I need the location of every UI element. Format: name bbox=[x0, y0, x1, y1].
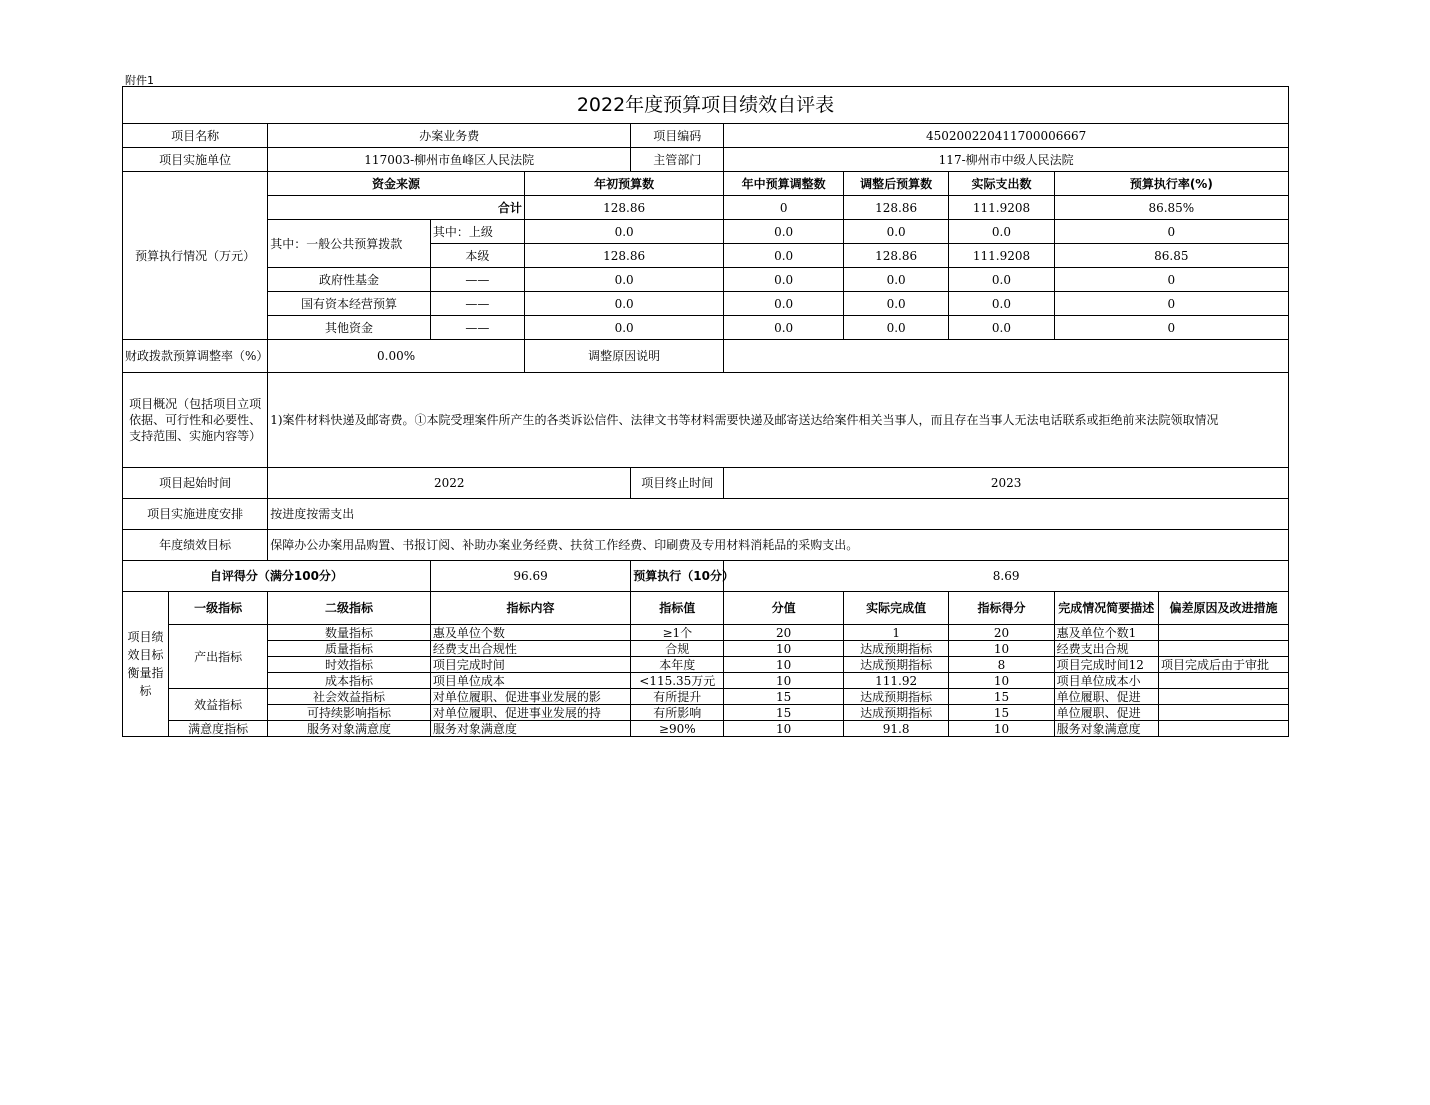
upper-adjusted: 0.0 bbox=[843, 220, 948, 244]
schedule-value: 按进度按需支出 bbox=[268, 499, 1289, 530]
indicator-header-l2: 二级指标 bbox=[268, 592, 431, 625]
indicator-desc: 惠及单位个数1 bbox=[1054, 625, 1158, 641]
indicator-target: 本年度 bbox=[631, 657, 724, 673]
indicator-score: 20 bbox=[949, 625, 1054, 641]
gov-fund-initial: 0.0 bbox=[524, 268, 723, 292]
indicator-actual: 达成预期指标 bbox=[843, 657, 948, 673]
indicator-desc: 项目单位成本小 bbox=[1054, 673, 1158, 689]
indicator-actual: 达成预期指标 bbox=[843, 689, 948, 705]
adjust-reason-value bbox=[724, 340, 1289, 373]
total-label: 合计 bbox=[268, 196, 525, 220]
total-exec-rate: 86.85% bbox=[1054, 196, 1288, 220]
indicator-weight: 10 bbox=[724, 721, 844, 737]
local-exec-rate: 86.85 bbox=[1054, 244, 1288, 268]
project-code-label: 项目编码 bbox=[631, 124, 724, 148]
indicator-actual: 达成预期指标 bbox=[843, 705, 948, 721]
indicator-reason bbox=[1158, 705, 1288, 721]
indicator-header-weight: 分值 bbox=[724, 592, 844, 625]
indicator-score: 10 bbox=[949, 721, 1054, 737]
indicator-reason bbox=[1158, 641, 1288, 657]
dept-value: 117-柳州市中级人民法院 bbox=[724, 148, 1289, 172]
project-name-label: 项目名称 bbox=[123, 124, 268, 148]
total-actual: 111.9208 bbox=[949, 196, 1054, 220]
upper-level-label: 其中：上级 bbox=[430, 220, 524, 244]
upper-mid-adjust: 0.0 bbox=[724, 220, 844, 244]
indicator-desc: 经费支出合规 bbox=[1054, 641, 1158, 657]
indicator-reason bbox=[1158, 721, 1288, 737]
local-adjusted: 128.86 bbox=[843, 244, 948, 268]
indicator-score: 15 bbox=[949, 689, 1054, 705]
indicator-reason bbox=[1158, 625, 1288, 641]
indicator-content: 项目完成时间 bbox=[430, 657, 630, 673]
state-capital-exec-rate: 0 bbox=[1054, 292, 1288, 316]
indicator-weight: 10 bbox=[724, 673, 844, 689]
gov-fund-mid-adjust: 0.0 bbox=[724, 268, 844, 292]
indicator-row: 社会效益指标 bbox=[268, 689, 431, 705]
group-output-label: 产出指标 bbox=[169, 625, 268, 689]
goal-label: 年度绩效目标 bbox=[123, 530, 268, 561]
schedule-label: 项目实施进度安排 bbox=[123, 499, 268, 530]
state-capital-dash: —— bbox=[430, 292, 524, 316]
overview-label: 项目概况（包括项目立项依据、可行性和必要性、支持范围、实施内容等） bbox=[123, 373, 268, 468]
state-capital-actual: 0.0 bbox=[949, 292, 1054, 316]
budget-section-label: 预算执行情况（万元） bbox=[123, 172, 268, 340]
adjust-rate-value: 0.00% bbox=[268, 340, 525, 373]
local-actual: 111.9208 bbox=[949, 244, 1054, 268]
indicator-row: 成本指标 bbox=[268, 673, 431, 689]
indicator-content: 惠及单位个数 bbox=[430, 625, 630, 641]
upper-actual: 0.0 bbox=[949, 220, 1054, 244]
self-score-value: 96.69 bbox=[430, 561, 630, 592]
group-benefit-label: 效益指标 bbox=[169, 689, 268, 721]
dept-label: 主管部门 bbox=[631, 148, 724, 172]
general-budget-label: 其中：一般公共预算拨款 bbox=[268, 220, 431, 268]
indicator-desc: 单位履职、促进 bbox=[1054, 689, 1158, 705]
indicator-desc: 项目完成时间12 bbox=[1054, 657, 1158, 673]
indicator-actual: 91.8 bbox=[843, 721, 948, 737]
header-actual-spend: 实际支出数 bbox=[949, 172, 1054, 196]
indicator-weight: 15 bbox=[724, 705, 844, 721]
indicator-target: 有所提升 bbox=[631, 689, 724, 705]
overview-text: 1)案件材料快递及邮寄费。①本院受理案件所产生的各类诉讼信件、法律文书等材料需要快递及邮寄送达给案件相关当事人，而且存在当事人无法电话联系或拒绝前来法院领取情况 bbox=[268, 373, 1289, 468]
indicator-score: 8 bbox=[949, 657, 1054, 673]
end-time-value: 2023 bbox=[724, 468, 1289, 499]
header-fund-source: 资金来源 bbox=[268, 172, 525, 196]
indicator-header-desc: 完成情况简要描述 bbox=[1054, 592, 1158, 625]
header-exec-rate: 预算执行率(%) bbox=[1054, 172, 1288, 196]
project-unit-value: 117003-柳州市鱼峰区人民法院 bbox=[268, 148, 631, 172]
indicator-reason: 项目完成后由于审批 bbox=[1158, 657, 1288, 673]
total-mid-adjust: 0 bbox=[724, 196, 844, 220]
indicator-section-label: 项目绩效目标衡量指标 bbox=[123, 592, 169, 737]
indicator-target: ≥1个 bbox=[631, 625, 724, 641]
other-fund-initial: 0.0 bbox=[524, 316, 723, 340]
local-level-label: 本级 bbox=[430, 244, 524, 268]
state-capital-mid-adjust: 0.0 bbox=[724, 292, 844, 316]
indicator-actual: 1 bbox=[843, 625, 948, 641]
indicator-actual: 111.92 bbox=[843, 673, 948, 689]
annex-label: 附件1 bbox=[125, 74, 154, 87]
indicator-score: 10 bbox=[949, 641, 1054, 657]
end-time-label: 项目终止时间 bbox=[631, 468, 724, 499]
indicator-content: 服务对象满意度 bbox=[430, 721, 630, 737]
gov-fund-dash: —— bbox=[430, 268, 524, 292]
exec-score-label: 预算执行（10分） bbox=[631, 561, 724, 592]
total-adjusted: 128.86 bbox=[843, 196, 948, 220]
exec-score-value: 8.69 bbox=[724, 561, 1289, 592]
gov-fund-adjusted: 0.0 bbox=[843, 268, 948, 292]
indicator-desc: 单位履职、促进 bbox=[1054, 705, 1158, 721]
indicator-header-l1: 一级指标 bbox=[169, 592, 268, 625]
indicator-actual: 达成预期指标 bbox=[843, 641, 948, 657]
adjust-rate-label: 财政拨款预算调整率（%） bbox=[123, 340, 268, 373]
start-time-label: 项目起始时间 bbox=[123, 468, 268, 499]
gov-fund-exec-rate: 0 bbox=[1054, 268, 1288, 292]
indicator-row: 可持续影响指标 bbox=[268, 705, 431, 721]
indicator-weight: 10 bbox=[724, 641, 844, 657]
gov-fund-label: 政府性基金 bbox=[268, 268, 431, 292]
indicator-header-content: 指标内容 bbox=[430, 592, 630, 625]
indicator-row: 时效指标 bbox=[268, 657, 431, 673]
total-initial: 128.86 bbox=[524, 196, 723, 220]
header-adjusted-budget: 调整后预算数 bbox=[843, 172, 948, 196]
gov-fund-actual: 0.0 bbox=[949, 268, 1054, 292]
self-score-label: 自评得分（满分100分） bbox=[123, 561, 431, 592]
indicator-header-score: 指标得分 bbox=[949, 592, 1054, 625]
indicator-header-target: 指标值 bbox=[631, 592, 724, 625]
indicator-weight: 15 bbox=[724, 689, 844, 705]
header-mid-adjust: 年中预算调整数 bbox=[724, 172, 844, 196]
state-capital-initial: 0.0 bbox=[524, 292, 723, 316]
indicator-score: 15 bbox=[949, 705, 1054, 721]
state-capital-label: 国有资本经营预算 bbox=[268, 292, 431, 316]
state-capital-adjusted: 0.0 bbox=[843, 292, 948, 316]
indicator-header-actual: 实际完成值 bbox=[843, 592, 948, 625]
indicator-reason bbox=[1158, 673, 1288, 689]
indicator-weight: 20 bbox=[724, 625, 844, 641]
indicator-target: ≥90% bbox=[631, 721, 724, 737]
local-initial: 128.86 bbox=[524, 244, 723, 268]
indicator-weight: 10 bbox=[724, 657, 844, 673]
other-fund-adjusted: 0.0 bbox=[843, 316, 948, 340]
performance-form-table bbox=[122, 86, 1289, 737]
goal-text: 保障办公办案用品购置、书报订阅、补助办案业务经费、扶贫工作经费、印刷费及专用材料消耗品的采购支出。 bbox=[268, 530, 1289, 561]
indicator-row: 质量指标 bbox=[268, 641, 431, 657]
indicator-row: 服务对象满意度 bbox=[268, 721, 431, 737]
upper-exec-rate: 0 bbox=[1054, 220, 1288, 244]
other-fund-mid-adjust: 0.0 bbox=[724, 316, 844, 340]
indicator-desc: 服务对象满意度 bbox=[1054, 721, 1158, 737]
indicator-reason bbox=[1158, 689, 1288, 705]
start-time-value: 2022 bbox=[268, 468, 631, 499]
local-mid-adjust: 0.0 bbox=[724, 244, 844, 268]
other-fund-exec-rate: 0 bbox=[1054, 316, 1288, 340]
indicator-header-reason: 偏差原因及改进措施 bbox=[1158, 592, 1288, 625]
project-code-value: 450200220411700006667 bbox=[724, 124, 1289, 148]
indicator-target: 合规 bbox=[631, 641, 724, 657]
indicator-content: 对单位履职、促进事业发展的持 bbox=[430, 705, 630, 721]
upper-initial: 0.0 bbox=[524, 220, 723, 244]
indicator-target: 有所影响 bbox=[631, 705, 724, 721]
other-fund-dash: —— bbox=[430, 316, 524, 340]
indicator-content: 项目单位成本 bbox=[430, 673, 630, 689]
project-unit-label: 项目实施单位 bbox=[123, 148, 268, 172]
indicator-content: 对单位履职、促进事业发展的影 bbox=[430, 689, 630, 705]
other-fund-label: 其他资金 bbox=[268, 316, 431, 340]
form-title: 2022年度预算项目绩效自评表 bbox=[123, 87, 1289, 124]
indicator-target: <115.35万元 bbox=[631, 673, 724, 689]
group-satisfaction-label: 满意度指标 bbox=[169, 721, 268, 737]
indicator-row: 数量指标 bbox=[268, 625, 431, 641]
indicator-score: 10 bbox=[949, 673, 1054, 689]
indicator-content: 经费支出合规性 bbox=[430, 641, 630, 657]
adjust-reason-label: 调整原因说明 bbox=[524, 340, 723, 373]
other-fund-actual: 0.0 bbox=[949, 316, 1054, 340]
header-initial-budget: 年初预算数 bbox=[524, 172, 723, 196]
project-name-value: 办案业务费 bbox=[268, 124, 631, 148]
